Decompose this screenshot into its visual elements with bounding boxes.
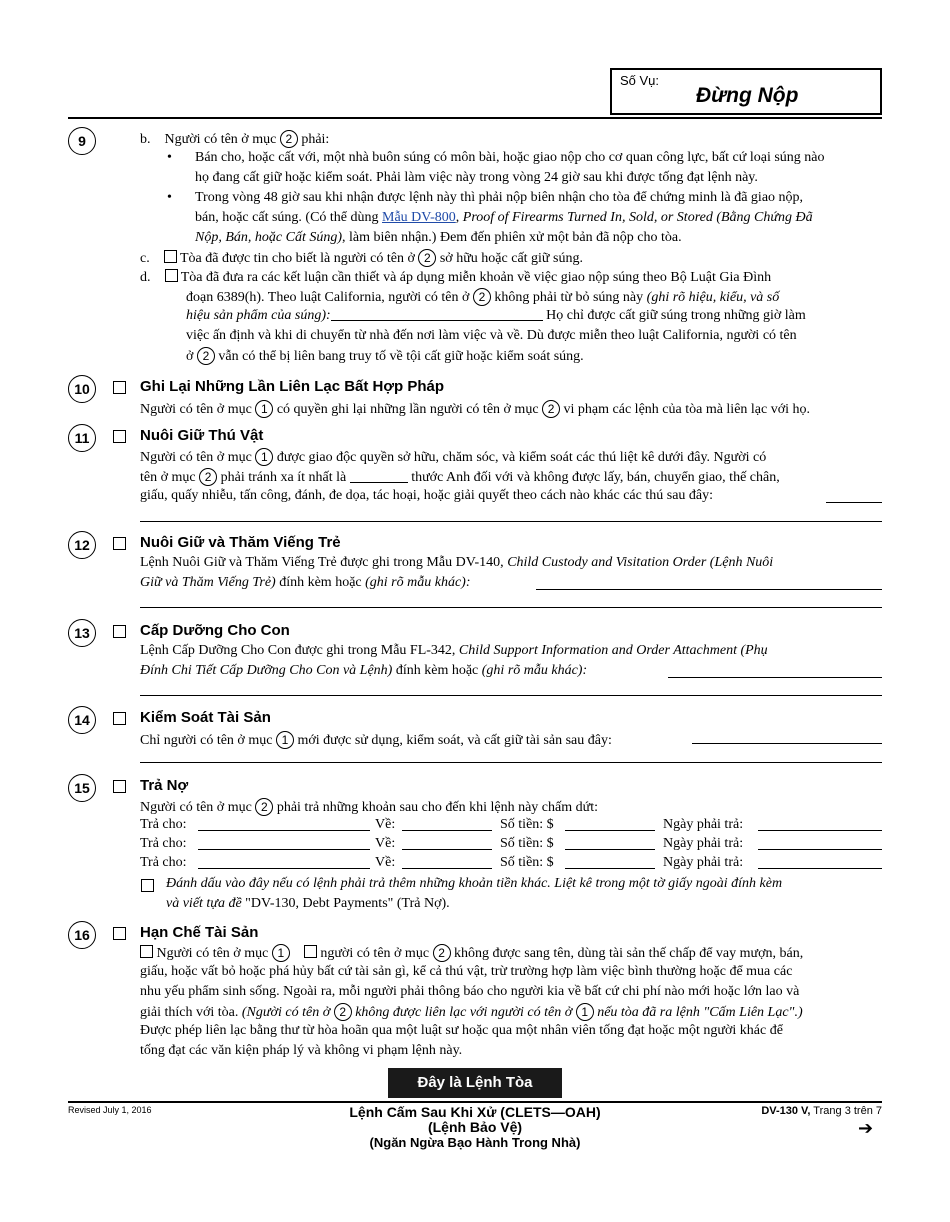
amount-field[interactable]	[565, 849, 655, 850]
custody-other-form-field[interactable]	[536, 589, 882, 590]
s11-line3: giấu, quấy nhiễu, tấn công, đánh, đe dọa, tác hoại, hoặc giải quyết theo cách nào khác các thú sau đây:	[140, 488, 714, 503]
form-id: DV-130 V,	[761, 1105, 811, 1117]
s12-line1: Lệnh Nuôi Giữ và Thăm Viếng Trẻ được ghi trong Mẫu DV-140, Child Custody and Visitation Order (Lệnh Nuôi	[140, 555, 774, 570]
s9-d-line1: d. Tòa đã đưa ra các kết luận cần thiết và áp dụng miễn khoản về việc giao nộp súng theo Bộ Luật Gia Đình	[140, 270, 772, 285]
section-number-15: 15	[68, 774, 96, 802]
amount-label: Số tiền: $	[500, 836, 554, 851]
for-label: Về:	[375, 855, 396, 870]
pay-to-field[interactable]	[198, 868, 370, 869]
footer-rule	[68, 1101, 882, 1103]
bullet-icon: •	[167, 190, 172, 205]
s9-c-checkbox[interactable]	[164, 250, 177, 263]
s10-title: Ghi Lại Những Lần Liên Lạc Bất Hợp Pháp	[140, 378, 445, 395]
due-date-field[interactable]	[758, 830, 882, 831]
s9-b2-line3: Nộp, Bán, hoặc Cất Súng), làm biên nhận.) Đem đến phiên xử một bản đã nộp cho tòa.	[195, 230, 682, 245]
s12-title: Nuôi Giữ và Thăm Viếng Trẻ	[140, 534, 341, 551]
s16-line2: giấu, hoặc vất bỏ hoặc phá hủy bất cứ tài sản gì, kể cả thú vật, trừ trường hợp làm việc bình thường hoặc để mua các	[140, 964, 793, 979]
animals-field[interactable]	[826, 502, 882, 503]
s9-d-line3: hiệu sản phẩm của súng): Họ chỉ được cất giữ súng trong những giờ làm	[186, 308, 806, 323]
pay-to-label: Trả cho:	[140, 836, 187, 851]
s11-checkbox[interactable]	[113, 430, 126, 443]
s16-party1-checkbox[interactable]	[140, 945, 153, 958]
support-other-form-line2[interactable]	[140, 695, 882, 696]
s9-d-line4: việc ấn định và khi di chuyển từ nhà đến nơi làm việc và về. Dù được miễn theo luật California, người có tên	[186, 328, 797, 343]
property-field-line2[interactable]	[140, 762, 882, 763]
s9-b1-line2: họ đang cất giữ hoặc kiểm soát. Phải làm việc này trong vòng 24 giờ sau khi được tống đạt lệnh này.	[195, 170, 758, 185]
due-date-label: Ngày phải trả:	[663, 836, 744, 851]
s13-checkbox[interactable]	[113, 625, 126, 638]
case-number-label: Số Vụ:	[620, 73, 660, 88]
case-number-value: Đừng Nộp	[696, 84, 799, 107]
s9-d-line5: ở 2 vẫn có thể bị liên bang truy tố về tội cất giữ hoặc kiểm soát súng.	[186, 349, 584, 364]
court-order-badge: Đây là Lệnh Tòa	[388, 1068, 562, 1098]
s14-checkbox[interactable]	[113, 712, 126, 725]
s16-line4: giải thích với tòa. (Người có tên ở 2 không được liên lạc với người có tên ở 1 nếu tòa đã ra lệnh "Cấm Liên Lạc".)	[140, 1005, 803, 1020]
s16-line3: nhu yếu phẩm sinh sống. Ngoài ra, mỗi người phải thông báo cho người kia về bất cứ chi phí nào mới hoặc lớn lao và	[140, 984, 800, 999]
amount-field[interactable]	[565, 830, 655, 831]
footer-title-line1: Lệnh Cấm Sau Khi Xử (CLETS—OAH)	[349, 1104, 601, 1120]
section-number-10: 10	[68, 375, 96, 403]
s16-line6: tống đạt các văn kiện pháp lý và không vi phạm lệnh này.	[140, 1043, 463, 1058]
s16-checkbox[interactable]	[113, 927, 126, 940]
s13-line2: Đính Chi Tiết Cấp Dưỡng Cho Con và Lệnh) đính kèm hoặc (ghi rõ mẫu khác):	[140, 663, 588, 678]
firearm-description-field[interactable]	[331, 308, 543, 321]
amount-label: Số tiền: $	[500, 855, 554, 870]
custody-other-form-line2[interactable]	[140, 607, 882, 608]
support-other-form-field[interactable]	[668, 677, 882, 678]
revised-date: Revised July 1, 2016	[68, 1105, 152, 1115]
s16-title: Hạn Chế Tài Sản	[140, 924, 259, 941]
page-number: Trang 3 trên 7	[810, 1105, 882, 1117]
pay-to-field[interactable]	[198, 849, 370, 850]
s13-title: Cấp Dưỡng Cho Con	[140, 622, 290, 639]
case-number-box	[610, 68, 882, 115]
section-number-12: 12	[68, 531, 96, 559]
s9-b1-line1: Bán cho, hoặc cất với, một nhà buôn súng có môn bài, hoặc giao nộp cho cơ quan công lực, bất cứ loại súng nào	[195, 150, 825, 165]
for-field[interactable]	[402, 868, 492, 869]
section-number-16: 16	[68, 921, 96, 949]
s9-c-text: c. Tòa đã được tin cho biết là người có tên ở 2 sở hữu hoặc cất giữ súng.	[140, 251, 583, 266]
pay-to-label: Trả cho:	[140, 855, 187, 870]
pay-to-field[interactable]	[198, 830, 370, 831]
top-rule	[68, 117, 882, 119]
section-number-11: 11	[68, 424, 96, 452]
section-number-13: 13	[68, 619, 96, 647]
s16-party2-checkbox[interactable]	[304, 945, 317, 958]
amount-label: Số tiền: $	[500, 817, 554, 832]
next-page-arrow-icon[interactable]: ➔	[858, 1118, 874, 1138]
s12-checkbox[interactable]	[113, 537, 126, 550]
for-field[interactable]	[402, 849, 492, 850]
s11-line2: tên ở mục 2 phải tránh xa ít nhất là thước Anh đối với và không được lấy, bán, chuyển giao, thế chân,	[140, 470, 780, 485]
footer-title-line3: (Ngăn Ngừa Bạo Hành Trong Nhà)	[369, 1135, 581, 1150]
s10-line1: Người có tên ở mục 1 có quyền ghi lại những lần người có tên ở mục 2 vi phạm các lệnh của tòa mà liên lạc với họ.	[140, 402, 811, 417]
for-field[interactable]	[402, 830, 492, 831]
extra-debts-checkbox[interactable]	[141, 879, 154, 892]
dv800-link[interactable]: Mẫu DV-800	[382, 210, 456, 225]
s15-title: Trả Nợ	[140, 777, 189, 794]
s9-b2-line1: Trong vòng 48 giờ sau khi nhận được lệnh này thì phải nộp biên nhận cho tòa để chứng minh là đã giao nộp,	[195, 190, 804, 205]
pay-to-label: Trả cho:	[140, 817, 187, 832]
footer-title	[250, 1105, 700, 1150]
for-label: Về:	[375, 817, 396, 832]
stay-away-distance-field[interactable]	[350, 470, 408, 483]
amount-field[interactable]	[565, 868, 655, 869]
section-number-9: 9	[68, 127, 96, 155]
due-date-field[interactable]	[758, 868, 882, 869]
due-date-label: Ngày phải trả:	[663, 855, 744, 870]
s9-b-text: b. Người có tên ở mục 2 phải:	[140, 132, 330, 147]
s9-d-line2: đoạn 6389(h). Theo luật California, người có tên ở 2 không phải từ bỏ súng này (ghi rõ hiệu, kiểu, và số	[186, 290, 780, 305]
bullet-icon: •	[167, 150, 172, 165]
s15-checkbox[interactable]	[113, 780, 126, 793]
footer-title-line2: (Lệnh Bảo Vệ)	[427, 1119, 523, 1135]
s16-line1: Người có tên ở mục 1 người có tên ở mục 2 không được sang tên, dùng tài sản thế chấp để vay mượn, bán,	[140, 944, 803, 962]
s16-line5: Được phép liên lạc bằng thư từ hòa hoãn qua một luật sư hoặc qua một nhân viên tống đạt hoặc một người khác để	[140, 1023, 783, 1038]
form-page-info	[700, 1105, 882, 1117]
extra-debts-line1: Đánh dấu vào đây nếu có lệnh phải trả thêm những khoản tiền khác. Liệt kê trong một tờ giấy ngoài đính kèm	[166, 876, 783, 891]
animals-field-line2[interactable]	[140, 521, 882, 522]
s10-checkbox[interactable]	[113, 381, 126, 394]
s13-line1: Lệnh Cấp Dưỡng Cho Con được ghi trong Mẫu FL-342, Child Support Information and Order Attachment (Phụ	[140, 643, 768, 658]
property-field[interactable]	[692, 743, 882, 744]
s12-line2: Giữ và Thăm Viếng Trẻ) đính kèm hoặc (ghi rõ mẫu khác):	[140, 575, 471, 590]
for-label: Về:	[375, 836, 396, 851]
s15-line1: Người có tên ở mục 2 phải trả những khoản sau cho đến khi lệnh này chấm dứt:	[140, 800, 598, 815]
s9-d-checkbox[interactable]	[165, 269, 178, 282]
s11-title: Nuôi Giữ Thú Vật	[140, 427, 264, 444]
due-date-label: Ngày phải trả:	[663, 817, 744, 832]
section-number-14: 14	[68, 706, 96, 734]
s11-line1: Người có tên ở mục 1 được giao độc quyền sở hữu, chăm sóc, và kiểm soát các thú liệt kê dưới đây. Người có	[140, 450, 767, 465]
extra-debts-line2: và viết tựa đề "DV-130, Debt Payments" (Trả Nợ).	[166, 896, 450, 911]
s9-b2-line2: bán, hoặc cất súng. (Có thể dùng Mẫu DV-800, Proof of Firearms Turned In, Sold, or Stored (Bằng Chứng Đã	[195, 210, 813, 225]
due-date-field[interactable]	[758, 849, 882, 850]
s14-title: Kiểm Soát Tài Sản	[140, 709, 271, 726]
s14-line1: Chỉ người có tên ở mục 1 mới được sử dụng, kiểm soát, và cất giữ tài sản sau đây:	[140, 733, 612, 748]
